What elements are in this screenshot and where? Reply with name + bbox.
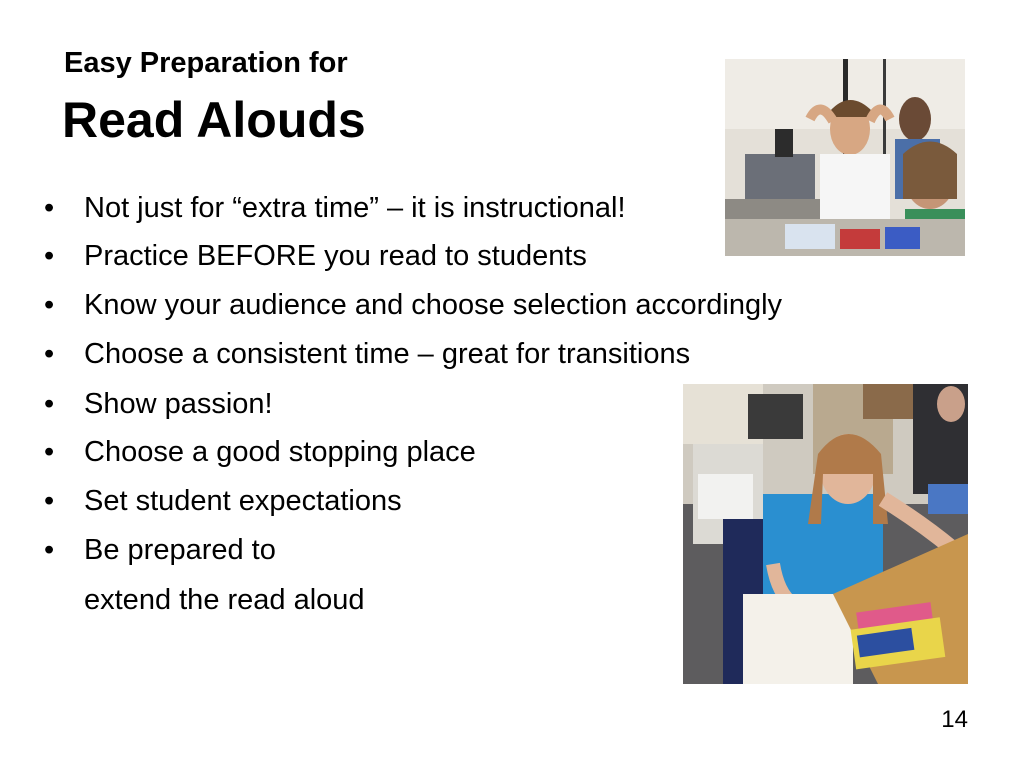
bullet-text: Show passion!	[84, 388, 273, 420]
bullet-item	[44, 236, 587, 276]
bullet-marker: •	[44, 240, 55, 272]
bullet-text: Not just for “extra time” – it is instructional!	[84, 192, 626, 224]
bullet-text: Choose a good stopping place	[84, 436, 476, 468]
bullet-item	[44, 334, 690, 374]
bullet-item	[44, 285, 782, 325]
bullet-item	[44, 432, 476, 472]
bullet-text: Set student expectations	[84, 485, 402, 517]
bullet-item	[44, 530, 276, 570]
bullet-marker: •	[44, 534, 55, 566]
bullet-marker: •	[44, 289, 55, 321]
bullet-text: Practice BEFORE you read to students	[84, 240, 587, 272]
bullet-marker: •	[44, 192, 55, 224]
slide-subtitle: Easy Preparation for	[64, 47, 348, 79]
bullet-item	[44, 384, 273, 424]
bullet-item	[44, 481, 402, 521]
bullet-item	[44, 188, 626, 228]
bullet-continuation: extend the read aloud	[84, 584, 365, 616]
page-number: 14	[941, 706, 968, 733]
bullet-marker: •	[44, 485, 55, 517]
bullet-text: Be prepared to	[84, 534, 276, 566]
bullet-marker: •	[44, 388, 55, 420]
classroom-photo-bottom	[683, 384, 968, 684]
bullet-text: Know your audience and choose selection accordingly	[84, 289, 783, 321]
slide-title: Read Alouds	[62, 92, 366, 148]
bullet-marker: •	[44, 338, 55, 370]
classroom-photo-top	[725, 59, 965, 256]
classroom-photo-top-image	[725, 59, 965, 256]
classroom-photo-bottom-image	[683, 384, 968, 684]
bullet-marker: •	[44, 436, 55, 468]
bullet-text: Choose a consistent time – great for transitions	[84, 338, 691, 370]
